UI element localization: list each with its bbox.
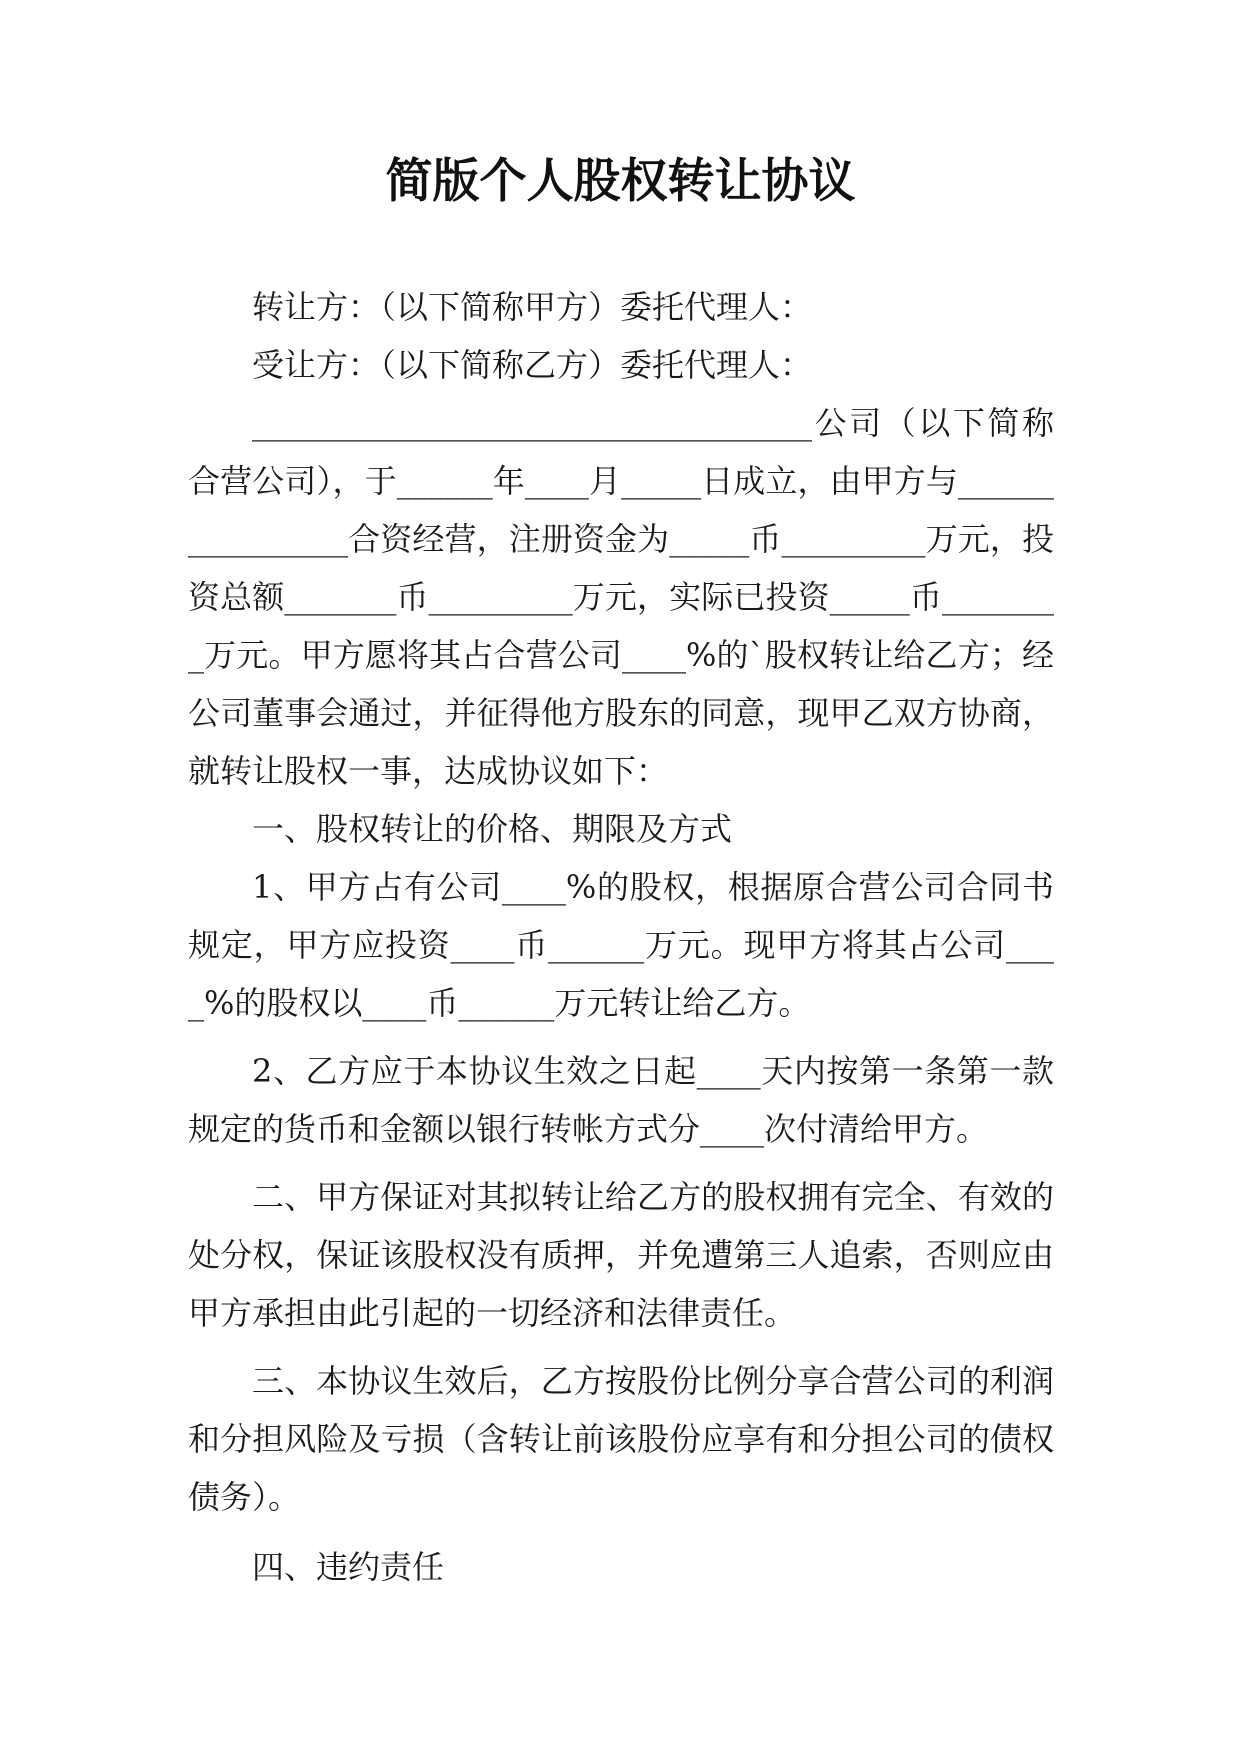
clause-1-1: 1、甲方占有公司____%的股权，根据原合营公司合同书规定，甲方应投资____币______万元。现甲方将其占公司____%的股权以____币______万元转让给乙方。: [188, 868, 1054, 1022]
company-background-paragraph: ___________________________________公司（以下简称合营公司），于______年____月_____日成立，由甲方与________________合资经营，注册资金为_____币_________万元，投资总额_______币_________万元，实际已投资_____币________万元。甲方愿将其占合营公司____%的`股权转让给乙方；经公司董事会通过，并征得他方股东的同意，现甲乙双方协商，就转让股权一事，达成协议如下：: [188, 404, 1054, 790]
transferor-line: 转让方：（以下简称甲方）委托代理人：: [252, 288, 813, 326]
page-title: 简版个人股权转让协议: [385, 154, 856, 209]
section-heading-price-term-method: 一、股权转让的价格、期限及方式: [252, 810, 733, 848]
section-heading-liability: 四、违约责任: [252, 1548, 445, 1586]
agreement-body: [188, 278, 1054, 1596]
transferee-line: 受让方：（以下简称乙方）委托代理人：: [252, 346, 813, 384]
clause-2-warranty: 二、甲方保证对其拟转让给乙方的股权拥有完全、有效的处分权，保证该股权没有质押，并免遭第三人追索，否则应由甲方承担由此引起的一切经济和法律责任。: [188, 1178, 1054, 1332]
clause-3-profit-sharing: 三、本协议生效后，乙方按股份比例分享合营公司的利润和分担风险及亏损（含转让前该股份应享有和分担公司的债权债务）。: [188, 1362, 1054, 1516]
clause-1-2: 2、乙方应于本协议生效之日起____天内按第一条第一款规定的货币和金额以银行转帐方式分____次付清给甲方。: [188, 1052, 1054, 1148]
